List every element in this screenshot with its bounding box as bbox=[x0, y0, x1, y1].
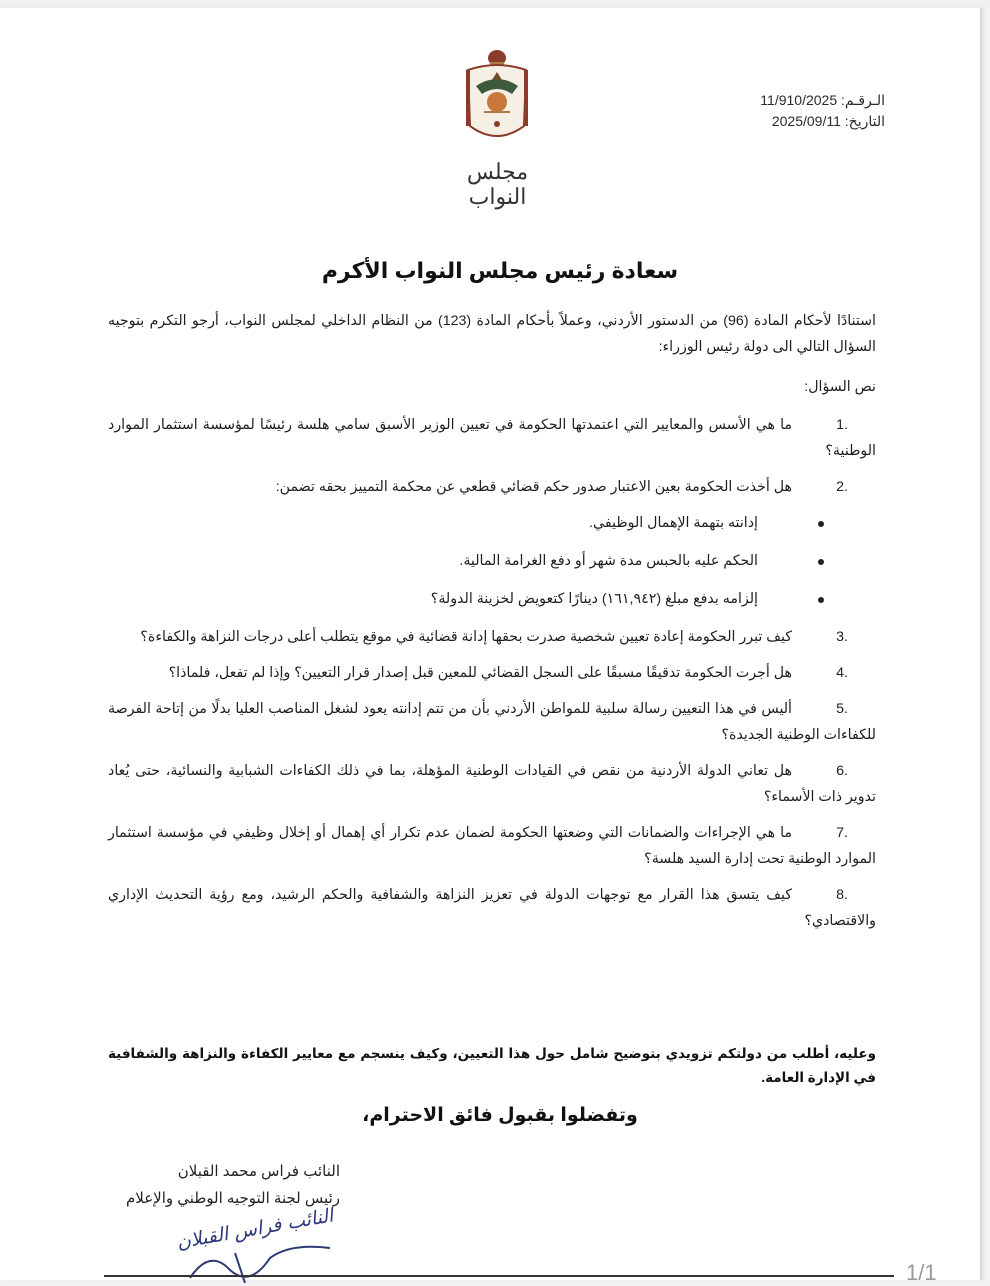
question-item bbox=[108, 474, 876, 500]
date-value: 2025/09/11 bbox=[771, 113, 841, 129]
regards-line: وتفضلوا بقبول فائق الاحترام، bbox=[362, 1105, 638, 1126]
bullet-icon bbox=[818, 597, 824, 603]
handwritten-signature-text: النائب فراس القبلان bbox=[175, 1204, 335, 1254]
question-number: 4. bbox=[836, 665, 848, 681]
question-item bbox=[108, 696, 876, 748]
letter-body bbox=[108, 308, 876, 944]
question-item bbox=[108, 882, 876, 934]
question-number: 2. bbox=[836, 479, 848, 495]
question-text: هل أجرت الحكومة تدقيقًا مسبقًا على السجل القضائي للمعين قبل إصدار قرار التعيين؟ وإذا لم تفعل، فلماذا؟ bbox=[168, 665, 792, 681]
question-number: 3. bbox=[836, 629, 848, 645]
reference-number-row bbox=[735, 90, 885, 111]
bullet-item bbox=[108, 586, 876, 612]
question-text: كيف يتسق هذا القرار مع توجهات الدولة في تعزيز النزاهة والشفافية والحكم الرشيد، ومع رؤية التحديث الإداري والاقتصادي؟ bbox=[108, 887, 876, 929]
bullet-item bbox=[108, 548, 876, 574]
question-item bbox=[108, 758, 876, 810]
signatory-position: رئيس لجنة التوجيه الوطني والإعلام bbox=[125, 1190, 340, 1207]
question-text: أليس في هذا التعيين رسالة سلبية للمواطن الأردني بأن من تتم إدانته يعود لشغل المناصب العليا بدلًا من إتاحة الفرصة للكفاءات الوطنية الجديدة؟ bbox=[108, 701, 876, 743]
page-indicator: 1/1 bbox=[906, 1260, 937, 1285]
question-item bbox=[108, 660, 876, 686]
institution-name: مجلس النواب bbox=[466, 160, 529, 210]
document-page bbox=[0, 8, 982, 1280]
bullet-icon bbox=[818, 521, 824, 527]
question-text: كيف تبرر الحكومة إعادة تعيين شخصية صدرت بحقها إدانة قضائية في موقع يتطلب أعلى درجات النزاهة والكفاءة؟ bbox=[140, 629, 792, 645]
question-number: 1. bbox=[836, 417, 848, 433]
question-item bbox=[108, 820, 876, 872]
date-label: التاريخ: bbox=[844, 113, 885, 129]
question-item bbox=[108, 412, 876, 464]
reference-block bbox=[735, 90, 885, 132]
question-text: هل أخذت الحكومة بعين الاعتبار صدور حكم قضائي قطعي عن محكمة التمييز بحقه تضمن: bbox=[275, 479, 792, 495]
bullet-text: إلزامه بدفع مبلغ (١٦١,٩٤٢) دينارًا كتعويض لخزينة الدولة؟ bbox=[430, 591, 758, 607]
letter-salutation-title: سعادة رئيس مجلس النواب الأكرم bbox=[321, 258, 679, 283]
question-item bbox=[108, 624, 876, 650]
signatory-block bbox=[100, 1158, 340, 1212]
intro-paragraph: استنادًا لأحكام المادة (96) من الدستور الأردني، وعملاً بأحكام المادة (123) من النظام الداخلي لمجلس النواب، أرجو التكرم بتوجيه السؤال التالي الى دولة رئيس الوزراء: bbox=[108, 313, 876, 355]
reference-number: 11/910/2025 bbox=[760, 92, 838, 108]
question-text: ما هي الإجراءات والضمانات التي وضعتها الحكومة لضمان عدم تكرار أي إهمال أو إخلال وظيفي في مؤسسة استثمار الموارد الوطنية تحت إدارة السيد هلسة؟ bbox=[108, 825, 876, 867]
question-number: 8. bbox=[836, 887, 848, 903]
question-2-bullets bbox=[108, 510, 876, 612]
reference-label: الـرقـم: bbox=[841, 92, 885, 108]
top-margin bbox=[0, 0, 990, 8]
footer-divider bbox=[104, 1275, 894, 1277]
question-label: نص السؤال: bbox=[804, 379, 876, 395]
signatory-name: النائب فراس محمد القبلان bbox=[177, 1163, 340, 1180]
bullet-item bbox=[108, 510, 876, 536]
question-number: 6. bbox=[836, 763, 848, 779]
jordan-coat-of-arms-icon bbox=[462, 46, 532, 156]
bullet-icon bbox=[818, 559, 824, 565]
closing-paragraph: وعليه، أطلب من دولتكم تزويدي بتوضيح شامل حول هذا التعيين، وكيف ينسجم مع معايير الكفاءة والنزاهة والشفافية في الإدارة العامة. bbox=[108, 1046, 876, 1085]
question-number: 5. bbox=[836, 701, 848, 717]
bullet-text: إدانته بتهمة الإهمال الوظيفي. bbox=[589, 515, 758, 531]
question-text: ما هي الأسس والمعايير التي اعتمدتها الحكومة في تعيين الوزير الأسبق سامي هلسة رئيسًا لمؤسسة استثمار الموارد الوطنية؟ bbox=[108, 417, 876, 459]
question-text: هل تعاني الدولة الأردنية من نقص في القيادات الوطنية المؤهلة، بما في ذلك الكفاءات الشبابية والنسائية، حتى يُعاد تدوير ذات الأسماء؟ bbox=[108, 763, 876, 805]
date-row bbox=[735, 111, 885, 132]
signature-scribble-icon bbox=[150, 1208, 340, 1283]
question-number: 7. bbox=[836, 825, 848, 841]
bullet-text: الحكم عليه بالحبس مدة شهر أو دفع الغرامة المالية. bbox=[459, 553, 758, 569]
